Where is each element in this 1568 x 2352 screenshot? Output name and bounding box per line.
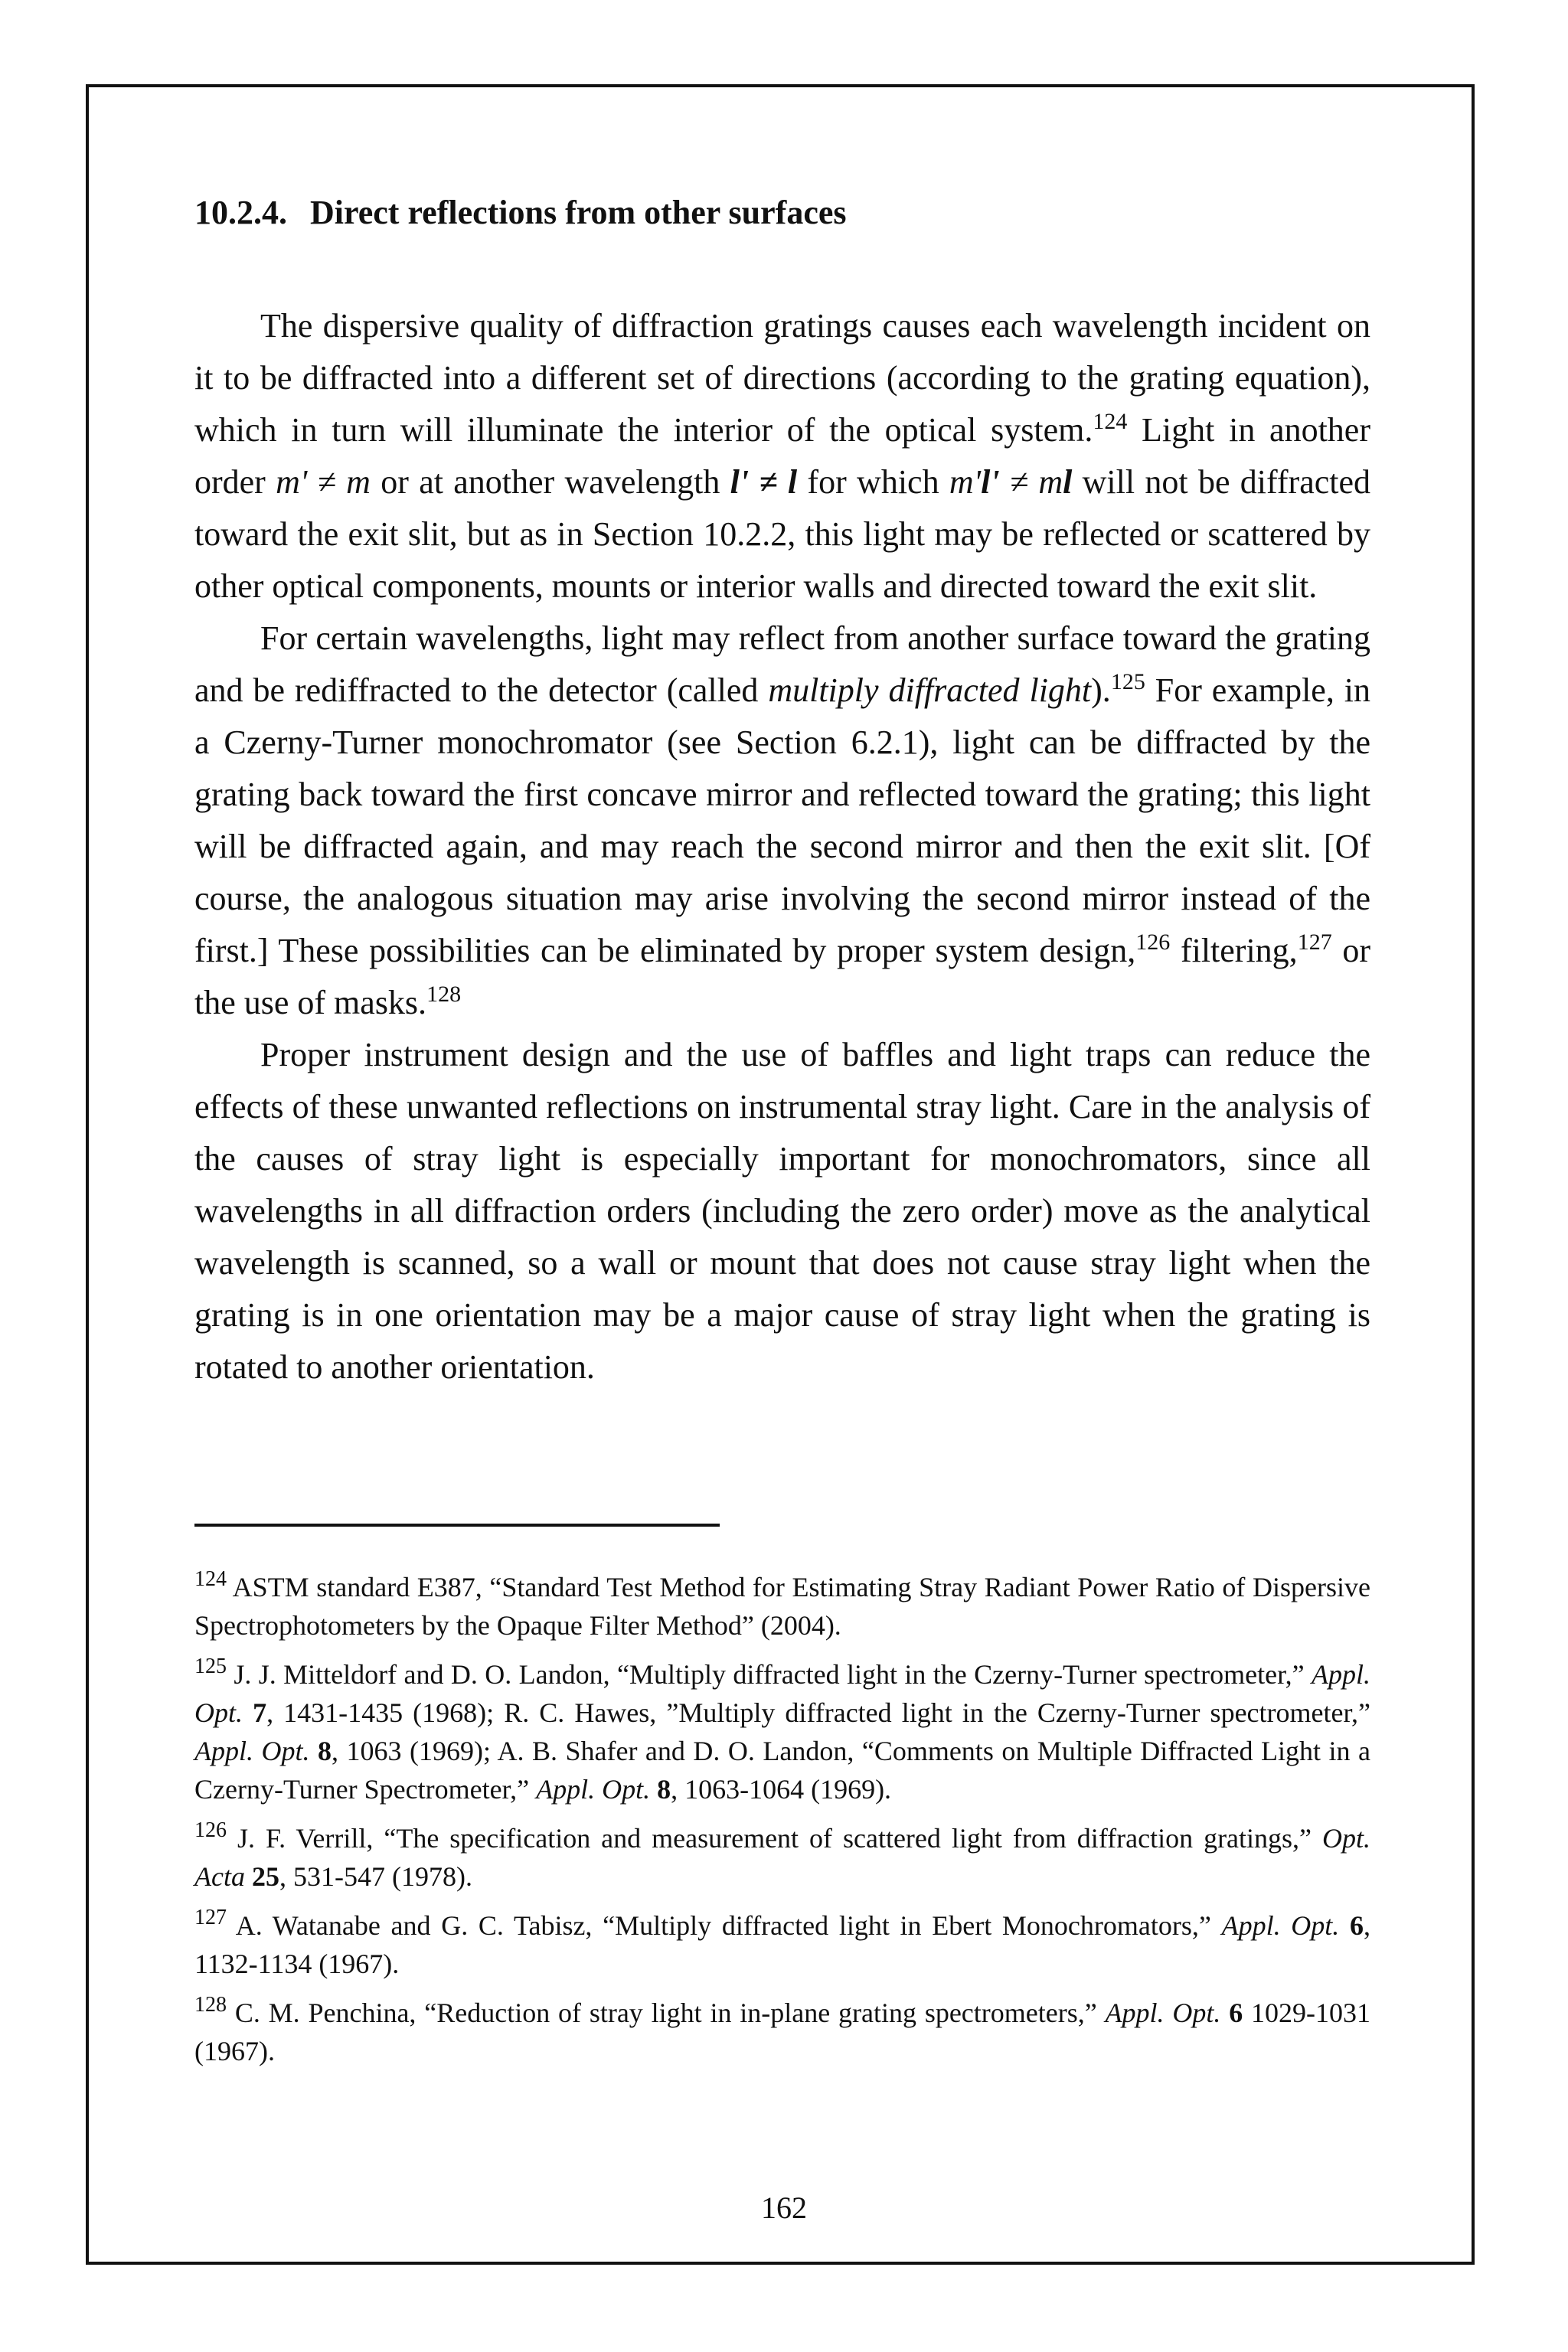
paragraph-text: filtering,	[1170, 932, 1298, 969]
math-product-m-prime: m'	[949, 463, 982, 501]
footnote-125	[194, 1655, 1370, 1808]
volume-number: 6	[1350, 1910, 1364, 1941]
footnote-number: 126	[194, 1818, 227, 1842]
volume-number: 25	[251, 1861, 279, 1892]
footnote-text: J. F. Verrill, “The specification and measurement of scattered light from diffraction gratings,”	[227, 1823, 1322, 1854]
footnotes	[194, 1568, 1370, 2081]
footnote-text: ASTM standard E387, “Standard Test Method for Estimating Stray Radiant Power Ratio of Dispersive Spectrophotometers by the Opaque Filter Method” (2004).	[194, 1572, 1370, 1641]
paragraph-text: for which	[797, 463, 949, 501]
paragraph-text: will not be diffracted toward the exit slit, but as in Section 10.2.2, this light may be reflected or scattered by other optical components, mounts or interior walls and directed toward the exit slit.	[194, 463, 1371, 605]
footnote-text: , 1063 (1969); A. B. Shafer and D. O. Landon, “Comments on Multiple Diffracted Light in a Czerny-Turner Spectrometer,”	[194, 1736, 1371, 1805]
journal-name: Appl. Opt.	[536, 1774, 651, 1805]
volume-number: 7	[253, 1697, 267, 1728]
emphasis-term: multiply diffracted light	[768, 671, 1092, 709]
footnote-number: 125	[194, 1655, 227, 1678]
volume-number: 8	[657, 1774, 671, 1805]
paragraph-text: Light in another order	[194, 411, 1370, 501]
math-product-m: ≠ m	[999, 463, 1063, 501]
journal-name: Appl. Opt.	[194, 1736, 310, 1766]
section-number: 10.2.4.	[194, 194, 287, 231]
math-order-inequality: m' ≠ m	[276, 463, 371, 501]
footnote-text: A. Watanabe and G. C. Tabisz, “Multiply diffracted light in Ebert Monochromators,”	[227, 1910, 1222, 1941]
journal-name: Opt. Acta	[194, 1823, 1370, 1892]
footnote-text: , 1132-1134 (1967).	[194, 1910, 1371, 1979]
math-product-l-prime: l'	[981, 463, 1000, 501]
paragraph-1	[194, 300, 1370, 612]
paragraph-text: Proper instrument design and the use of baffles and light traps can reduce the effects of these unwanted reflections on instrumental stray light. Care in the analysis of the causes of stray light is especially important for monochromators, since all wavelengths in all diffraction orders (including the zero order) move as the analytical wavelength is scanned, so a wall or mount that does not cause stray light when the grating is in one orientation may be a major cause of stray light when the grating is rotated to another orientation.	[194, 1036, 1370, 1386]
journal-name: Appl. Opt.	[1221, 1910, 1340, 1941]
section-title: Direct reflections from other surfaces	[310, 194, 847, 231]
footnote-124	[194, 1568, 1370, 1645]
paragraph-3	[194, 1029, 1370, 1393]
paragraph-text: For example, in a Czerny-Turner monochromator (see Section 6.2.1), light can be diffracted by the grating back toward the first concave mirror and reflected toward the grating; this light will be diffracted again, and may reach the second mirror and then the exit slit. [Of course, the analogous situation may arise involving the second mirror instead of the first.] These possibilities can be eliminated by proper system design,	[194, 671, 1370, 969]
footnote-text: J. J. Mitteldorf and D. O. Landon, “Multiply diffracted light in the Czerny-Turner spectrometer,”	[227, 1659, 1312, 1690]
footnote-ref-128: 128	[426, 982, 462, 1007]
footnote-text: , 531-547 (1978).	[279, 1861, 472, 1892]
paragraph-text: The dispersive quality of diffraction gratings causes each wavelength incident on it to be diffracted into a different set of directions (according to the grating equation), which in turn will illuminate the interior of the optical system.	[194, 307, 1370, 449]
paragraph-text: or at another wavelength	[370, 463, 730, 501]
footnote-126	[194, 1819, 1370, 1896]
footnote-128	[194, 1994, 1370, 2070]
footnote-number: 124	[194, 1567, 227, 1591]
footnote-text: , 1063-1064 (1969).	[671, 1774, 892, 1805]
body-text	[194, 300, 1370, 1393]
journal-name: Appl. Opt.	[1105, 1998, 1221, 2028]
footnote-127	[194, 1906, 1370, 1983]
paragraph-text: For certain wavelengths, light may reflect from another surface toward the grating and be rediffracted to the detector (called	[194, 619, 1370, 709]
paragraph-2	[194, 612, 1370, 1029]
volume-number: 8	[318, 1736, 332, 1766]
footnote-number: 128	[194, 1993, 227, 2017]
page-number: 162	[761, 2190, 807, 2225]
footnote-text: 1029-1031 (1967).	[194, 1998, 1370, 2066]
math-wavelength-inequality: l' ≠ l	[730, 463, 798, 501]
paragraph-text: or the use of masks.	[194, 932, 1371, 1021]
footnote-text: C. M. Penchina, “Reduction of stray light in in-plane grating spectrometers,”	[227, 1998, 1106, 2028]
footnote-ref-126: 126	[1135, 929, 1171, 955]
footnote-separator	[194, 1524, 720, 1527]
footnote-ref-127: 127	[1297, 929, 1332, 955]
footnote-ref-124: 124	[1093, 409, 1128, 434]
paragraph-text: ).	[1091, 671, 1111, 709]
footnote-number: 127	[194, 1906, 227, 1929]
footnote-text: , 1431-1435 (1968); R. C. Hawes, ”Multiply diffracted light in the Czerny-Turner spectrometer,”	[266, 1697, 1371, 1728]
section-heading	[194, 193, 847, 232]
math-product-l: l	[1063, 463, 1073, 501]
journal-name: Appl. Opt.	[194, 1659, 1370, 1728]
volume-number: 6	[1229, 1998, 1243, 2028]
footnote-ref-125: 125	[1110, 669, 1145, 694]
